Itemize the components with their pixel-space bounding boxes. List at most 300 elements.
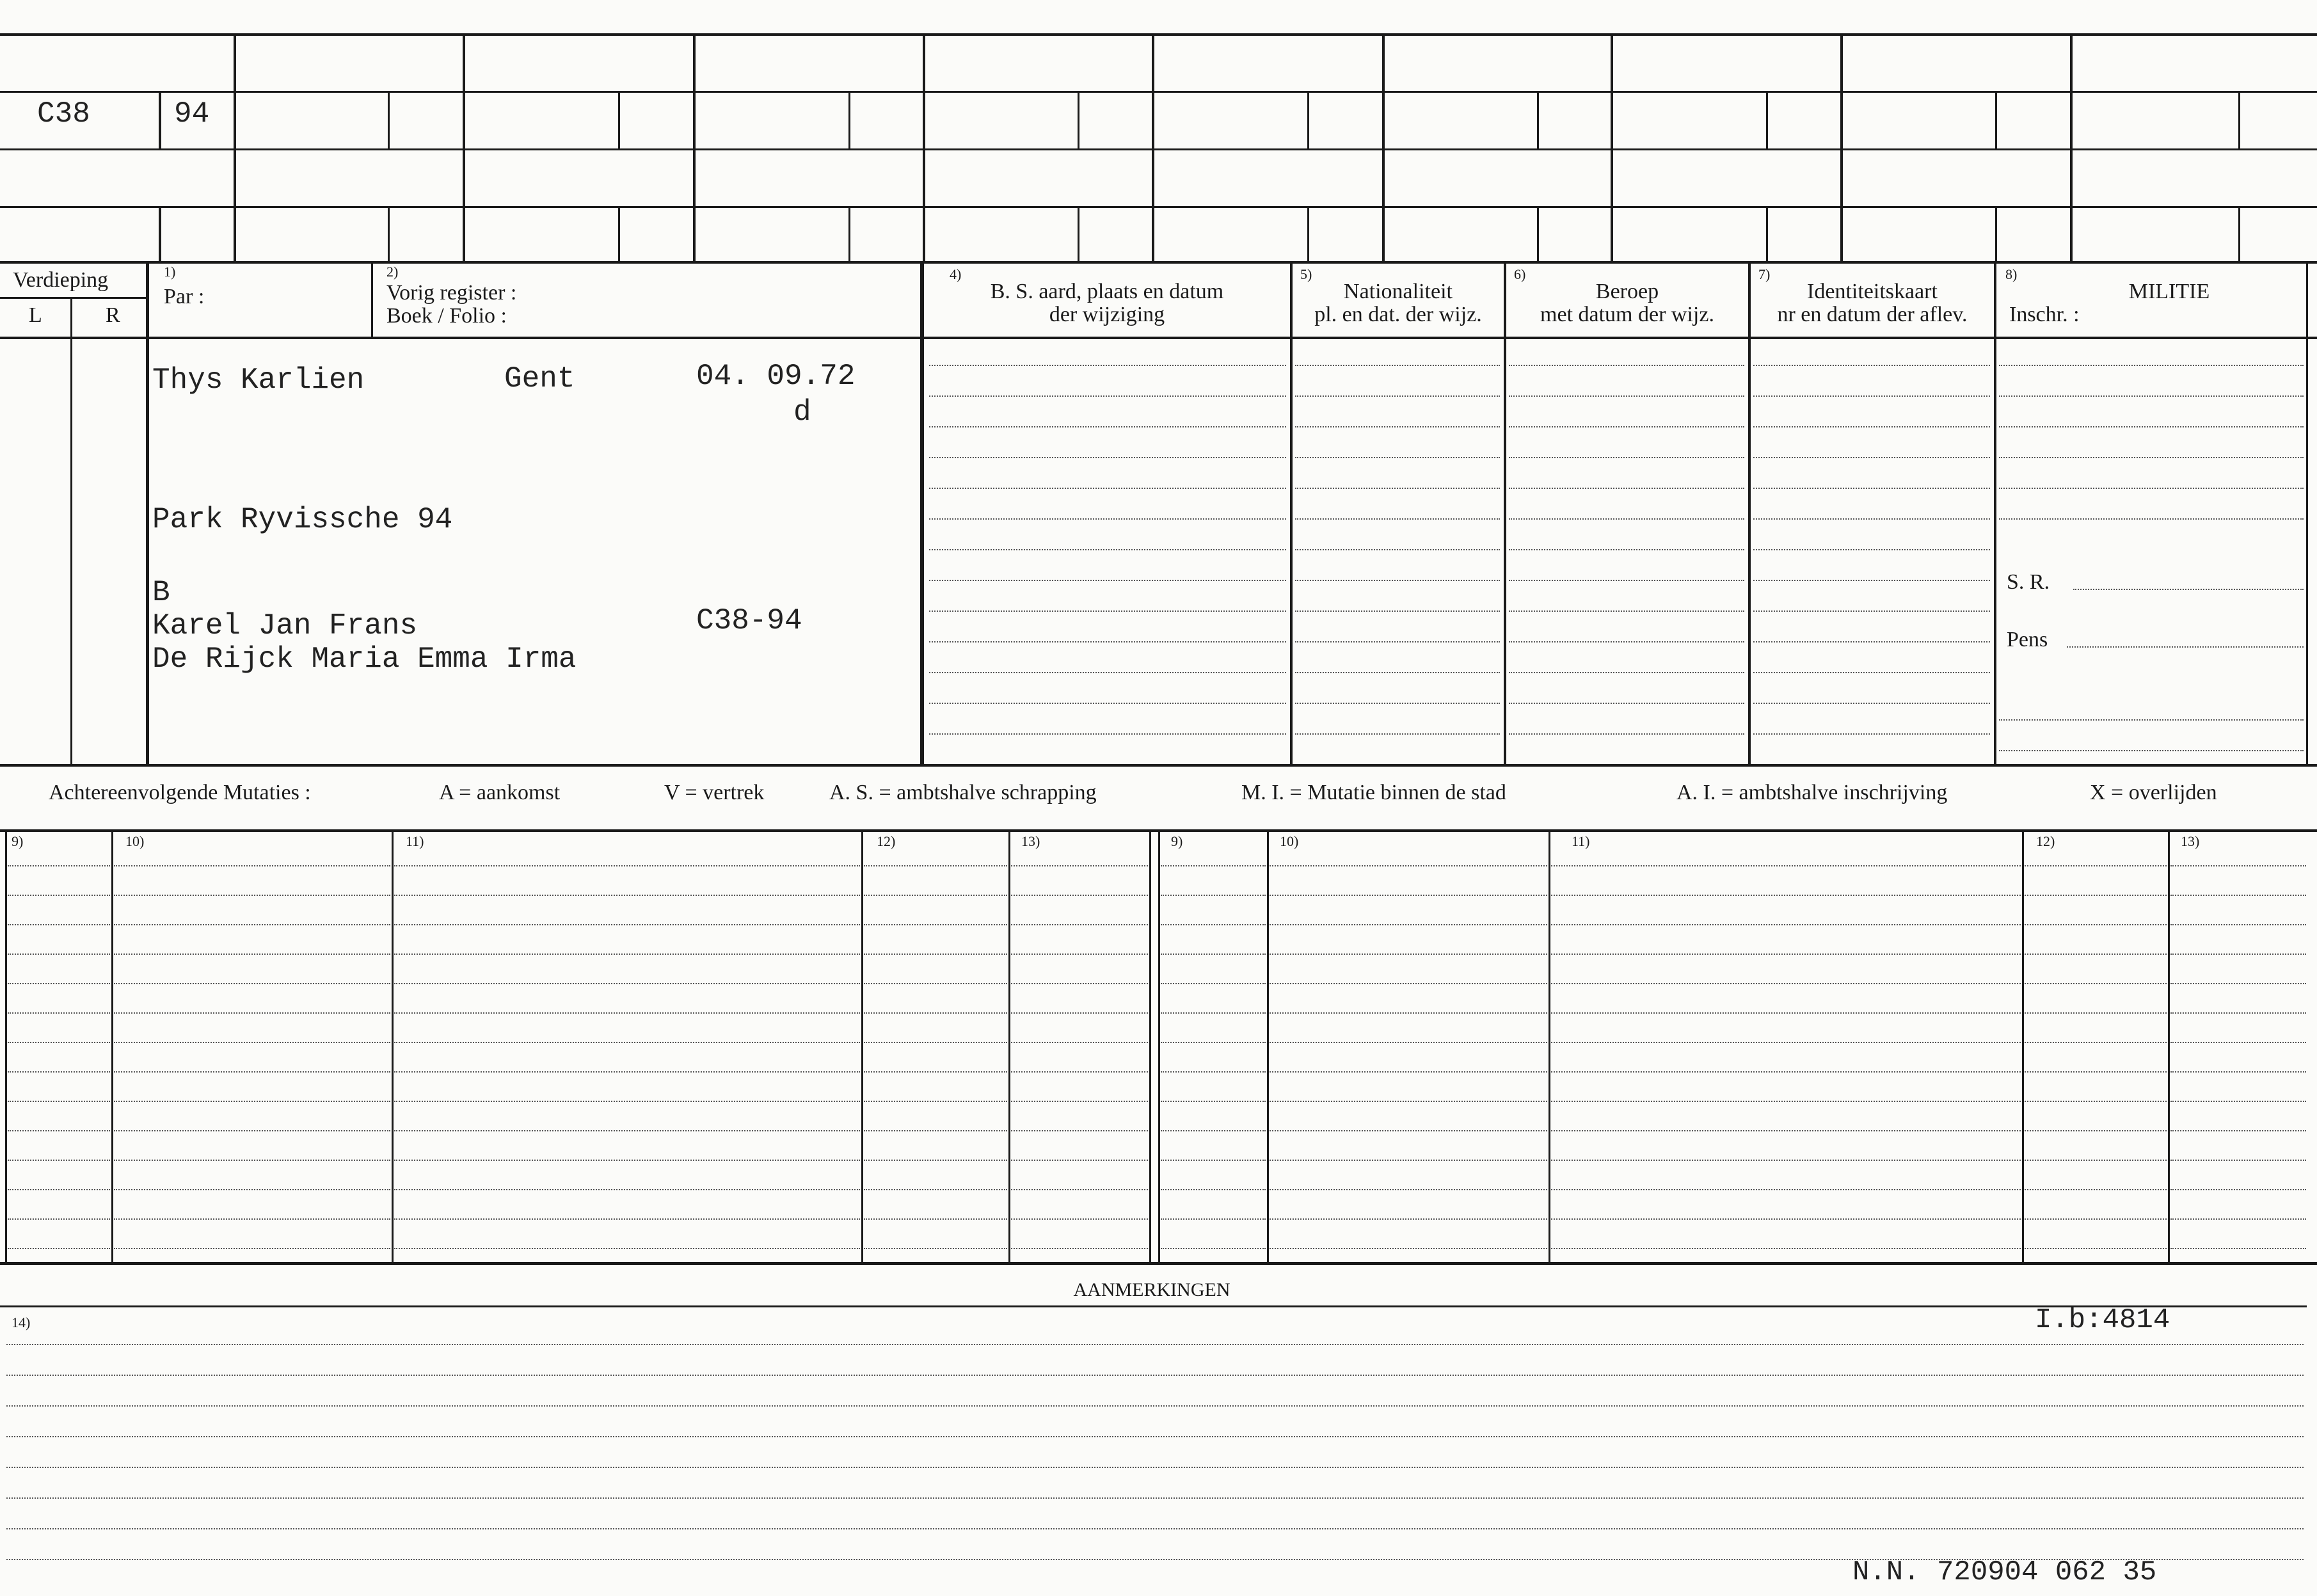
dotted-rule [1270,1130,1547,1131]
dotted-rule [1509,518,1744,520]
dotted-rule [8,1130,110,1131]
remarks-number: 14) [12,1314,31,1330]
dotted-rule [1161,865,1266,866]
mut-divider [1149,831,1151,1262]
grid-divider [923,33,925,264]
dotted-rule [1011,1160,1148,1161]
grid-subdivider [848,206,850,262]
dotted-rule [2170,1101,2306,1102]
mut-col-10-left: 10) [125,833,145,849]
dotted-rule [1509,365,1744,366]
vorig-register-label: Vorig register : [386,281,517,305]
grid-subdivider [1078,91,1079,148]
grid-line [0,91,2317,93]
dotted-rule [1551,1012,2021,1014]
grid-divider [1611,33,1613,264]
dotted-rule [1295,641,1500,642]
dotted-rule [1270,954,1547,955]
mut-col-11-right: 11) [1572,833,1590,849]
dotted-rule [114,1248,390,1249]
grid-subdivider [159,206,161,262]
dotted-rule [1509,703,1744,704]
beroep-label: Beroep [1595,280,1659,303]
sr-label: S. R. [2007,570,2050,594]
dotted-rule [8,1012,110,1014]
field-8-number: 8) [2005,266,2018,282]
dotted-rule [1551,954,2021,955]
dotted-rule [1551,1160,2021,1161]
grid-divider [1840,33,1843,264]
dotted-rule [394,1248,860,1249]
dotted-rule [2025,1101,2167,1102]
person-reference: C38-94 [696,604,802,637]
person-mark: d [793,395,811,429]
col-divider-main [920,264,924,764]
dotted-rule [1509,733,1744,735]
dotted-rule [1753,395,1990,397]
dotted-rule [1551,1071,2021,1073]
verdieping-divider [0,297,146,299]
grid-subdivider [2238,206,2240,262]
dotted-rule [114,1071,390,1073]
legend-aankomst: A = aankomst [439,781,561,804]
dotted-rule [8,983,110,984]
dotted-rule [114,1218,390,1220]
dotted-rule [1270,983,1547,984]
grid-divider [1382,33,1385,264]
dotted-rule [2170,865,2306,866]
dotted-rule [2170,1130,2306,1131]
grid-subdivider [1307,91,1309,148]
dotted-rule [6,1436,2304,1437]
dotted-rule [8,895,110,896]
dotted-rule [2025,1012,2167,1014]
dotted-rule [394,1218,860,1220]
verdieping-label: Verdieping [13,268,109,292]
pens-label: Pens [2007,628,2048,651]
dotted-rule [2170,1218,2306,1220]
legend-overlijden: X = overlijden [2090,781,2217,804]
grid-line [0,261,2317,264]
remarks-reference: I.b:4814 [2035,1304,2170,1336]
dotted-rule [1011,1248,1148,1249]
person-name: Thys Karlien [152,363,365,397]
dotted-rule [114,954,390,955]
identiteitskaart-sub-label: nr en datum der aflev. [1777,303,1968,326]
dotted-rule [1509,549,1744,550]
dotted-rule [929,365,1286,366]
person-mother: De Rijck Maria Emma Irma [152,642,577,676]
dotted-rule [1161,895,1266,896]
dotted-rule [1295,610,1500,612]
dotted-rule [1161,1189,1266,1190]
aanmerkingen-title: AANMERKINGEN [1073,1279,1230,1300]
dotted-rule [394,983,860,984]
dotted-rule [1509,641,1744,642]
boek-folio-label: Boek / Folio : [386,304,507,328]
dotted-rule [1270,1189,1547,1190]
dotted-rule [8,1160,110,1161]
section-code: C38 [37,97,90,131]
dotted-rule [394,1160,860,1161]
dotted-rule [114,1160,390,1161]
dotted-rule [1270,1012,1547,1014]
dotted-rule [1509,457,1744,458]
dotted-rule [394,895,860,896]
dotted-rule [2067,646,2304,648]
dotted-rule [1161,1012,1266,1014]
dotted-rule [2170,895,2306,896]
dotted-rule [1753,703,1990,704]
dotted-rule [1509,488,1744,489]
dotted-rule [8,1189,110,1190]
grid-subdivider [1078,206,1079,262]
dotted-rule [1270,895,1547,896]
dotted-rule [1509,610,1744,612]
footer-code: N.N. 720904 062 35 [1852,1556,2157,1588]
dotted-rule [2025,1160,2167,1161]
dotted-rule [864,1218,1007,1220]
dotted-rule [1161,1130,1266,1131]
dotted-rule [1551,1189,2021,1190]
dotted-rule [1011,1042,1148,1043]
col-divider-verdieping [146,264,149,764]
dotted-rule [1295,518,1500,520]
dotted-rule [1999,719,2304,721]
dotted-rule [6,1375,2304,1376]
dotted-rule [394,865,860,866]
person-birthplace: Gent [504,362,575,395]
field-5-number: 5) [1300,266,1312,282]
dotted-rule [6,1528,2304,1529]
person-address: Park Ryvissche 94 [152,503,453,536]
dotted-rule [1509,672,1744,673]
dotted-rule [114,983,390,984]
dotted-rule [2170,1071,2306,1073]
dotted-rule [1999,750,2304,751]
mut-col-10-right: 10) [1280,833,1299,849]
dotted-rule [2025,1071,2167,1073]
dotted-rule [1753,610,1990,612]
beroep-sub-label: met datum der wijz. [1540,303,1714,326]
dotted-rule [8,924,110,925]
dotted-rule [394,1189,860,1190]
mut-divider [111,831,113,1262]
dotted-rule [1295,365,1500,366]
dotted-rule [2170,954,2306,955]
dotted-rule [6,1344,2304,1345]
dotted-rule [929,672,1286,673]
dotted-rule [1551,865,2021,866]
dotted-rule [864,1012,1007,1014]
field-4-number: 4) [950,266,962,282]
grid-divider [2070,33,2073,264]
person-birthdate: 04. 09.72 [696,360,856,393]
dotted-rule [1509,426,1744,427]
dotted-rule [2170,1189,2306,1190]
dotted-rule [1753,641,1990,642]
house-number: 94 [174,97,210,131]
dotted-rule [2170,924,2306,925]
dotted-rule [1753,580,1990,581]
dotted-rule [864,1130,1007,1131]
dotted-rule [1161,1101,1266,1102]
grid-subdivider [1995,91,1997,148]
mut-divider [1158,831,1160,1262]
legend-title: Achtereenvolgende Mutaties : [49,781,311,804]
dotted-rule [1753,549,1990,550]
dotted-rule [2170,1012,2306,1014]
dotted-rule [1270,1101,1547,1102]
dotted-rule [1011,983,1148,984]
dotted-rule [929,488,1286,489]
grid-subdivider [1766,206,1768,262]
dotted-rule [394,1071,860,1073]
col-divider-8 [1994,264,1996,764]
dotted-rule [2025,983,2167,984]
dotted-rule [1753,365,1990,366]
dotted-rule [864,1101,1007,1102]
mut-col-9-right: 9) [1171,833,1183,849]
dotted-rule [2025,1042,2167,1043]
col-divider-5 [1290,264,1293,764]
dotted-rule [1509,580,1744,581]
dotted-rule [929,395,1286,397]
dotted-rule [1295,703,1500,704]
bs-aard-label: B. S. aard, plaats en datum [990,280,1224,303]
grid-subdivider [2238,91,2240,148]
dotted-rule [1551,1042,2021,1043]
mut-divider [5,831,7,1262]
dotted-rule [1161,1042,1266,1043]
grid-subdivider [388,91,390,148]
dotted-rule [1551,1248,2021,1249]
dotted-rule [1551,1101,2021,1102]
dotted-rule [1753,457,1990,458]
dotted-rule [6,1467,2304,1468]
dotted-rule [1011,954,1148,955]
dotted-rule [864,924,1007,925]
dotted-rule [864,983,1007,984]
grid-divider [463,33,465,264]
dotted-rule [1295,488,1500,489]
militie-label: MILITIE [2128,280,2210,303]
dotted-rule [2025,1218,2167,1220]
top-border [0,33,2317,36]
dotted-rule [1161,983,1266,984]
dotted-rule [114,1012,390,1014]
right-border [2306,264,2308,764]
grid-subdivider [388,206,390,262]
dotted-rule [929,610,1286,612]
grid-subdivider [1537,91,1539,148]
nationaliteit-label: Nationaliteit [1344,280,1453,303]
grid-divider [693,33,696,264]
grid-line [0,206,2317,208]
dotted-rule [1161,954,1266,955]
identiteitskaart-label: Identiteitskaart [1807,280,1938,303]
dotted-rule [929,641,1286,642]
dotted-rule [1753,672,1990,673]
dotted-rule [1270,924,1547,925]
dotted-rule [114,895,390,896]
grid-subdivider [1766,91,1768,148]
dotted-rule [1753,426,1990,427]
dotted-rule [2025,1248,2167,1249]
dotted-rule [864,1248,1007,1249]
dotted-rule [1999,488,2304,489]
grid-subdivider [1995,206,1997,262]
mut-col-13-left: 13) [1021,833,1040,849]
grid-subdivider [618,206,620,262]
field-7-number: 7) [1758,266,1771,282]
dotted-rule [1999,426,2304,427]
grid-line [0,148,2317,150]
dotted-rule [8,1101,110,1102]
dotted-rule [2025,954,2167,955]
dotted-rule [929,518,1286,520]
legend-ambtshalve-inschrijving: A. I. = ambtshalve inschrijving [1676,781,1948,804]
dotted-rule [8,865,110,866]
dotted-rule [929,580,1286,581]
grid-subdivider [1537,206,1539,262]
dotted-rule [1270,1042,1547,1043]
dotted-rule [1011,1012,1148,1014]
dotted-rule [8,1071,110,1073]
person-father: Karel Jan Frans [152,609,418,642]
mut-divider [1549,831,1550,1262]
dotted-rule [1753,518,1990,520]
dotted-rule [864,895,1007,896]
dotted-rule [929,549,1286,550]
dotted-rule [1011,895,1148,896]
mutations-bottom-line [0,1262,2317,1265]
grid-subdivider [1307,206,1309,262]
dotted-rule [2170,1248,2306,1249]
dotted-rule [114,865,390,866]
legend-ambtshalve-schrapping: A. S. = ambtshalve schrapping [829,781,1097,804]
inschr-label: Inschr. : [2009,303,2080,326]
dotted-rule [1270,1071,1547,1073]
dotted-rule [394,924,860,925]
mut-col-11-left: 11) [406,833,424,849]
mut-col-13-right: 13) [2181,833,2200,849]
dotted-rule [929,703,1286,704]
dotted-rule [1753,733,1990,735]
dotted-rule [394,1042,860,1043]
grid-subdivider [159,91,161,148]
body-bottom-line [0,764,2317,767]
dotted-rule [2025,924,2167,925]
dotted-rule [1011,1218,1148,1220]
dotted-rule [2170,1042,2306,1043]
par-label: Par : [164,285,205,308]
dotted-rule [1295,580,1500,581]
dotted-rule [1270,1160,1547,1161]
dotted-rule [1551,895,2021,896]
dotted-rule [1270,1248,1547,1249]
dotted-rule [1011,1189,1148,1190]
dotted-rule [1161,1160,1266,1161]
person-line-b: B [152,576,170,609]
mut-divider [861,831,863,1262]
dotted-rule [2025,895,2167,896]
dotted-rule [394,1101,860,1102]
dotted-rule [8,954,110,955]
dotted-rule [1753,488,1990,489]
dotted-rule [864,1071,1007,1073]
dotted-rule [114,1101,390,1102]
dotted-rule [1999,395,2304,397]
dotted-rule [1999,518,2304,520]
dotted-rule [2025,1130,2167,1131]
dotted-rule [394,1130,860,1131]
header-bottom-line [0,337,2317,339]
dotted-rule [1999,457,2304,458]
dotted-rule [1295,395,1500,397]
dotted-rule [8,1042,110,1043]
col-divider-lr [70,297,72,764]
dotted-rule [1295,426,1500,427]
dotted-rule [864,1042,1007,1043]
dotted-rule [1295,672,1500,673]
field-2-number: 2) [386,264,399,280]
mut-col-9-left: 9) [12,833,24,849]
mut-divider [1267,831,1269,1262]
nationaliteit-sub-label: pl. en dat. der wijz. [1314,303,1482,326]
col-divider-6 [1504,264,1506,764]
legend-vertrek: V = vertrek [664,781,765,804]
dotted-rule [1161,1218,1266,1220]
dotted-rule [394,954,860,955]
dotted-rule [394,1012,860,1014]
col-divider-7 [1748,264,1751,764]
wijziging-label: der wijziging [1049,303,1165,326]
dotted-rule [929,426,1286,427]
mut-divider [2168,831,2170,1262]
dotted-rule [1161,1071,1266,1073]
dotted-rule [864,1160,1007,1161]
dotted-rule [1011,924,1148,925]
dotted-rule [864,865,1007,866]
mut-col-12-right: 12) [2036,833,2055,849]
dotted-rule [1295,733,1500,735]
dotted-rule [1011,1071,1148,1073]
dotted-rule [929,457,1286,458]
dotted-rule [864,1189,1007,1190]
dotted-rule [2170,1160,2306,1161]
dotted-rule [2170,983,2306,984]
dotted-rule [1509,395,1744,397]
dotted-rule [8,1248,110,1249]
dotted-rule [6,1405,2304,1407]
dotted-rule [1999,365,2304,366]
legend-mutatie-stad: M. I. = Mutatie binnen de stad [1241,781,1506,804]
dotted-rule [1551,924,2021,925]
dotted-rule [1161,924,1266,925]
dotted-rule [864,954,1007,955]
dotted-rule [1551,983,2021,984]
dotted-rule [1295,549,1500,550]
dotted-rule [114,1042,390,1043]
dotted-rule [114,1130,390,1131]
dotted-rule [2025,865,2167,866]
dotted-rule [2073,589,2304,590]
dotted-rule [1011,1101,1148,1102]
dotted-rule [1011,865,1148,866]
grid-subdivider [618,91,620,148]
dotted-rule [1295,457,1500,458]
